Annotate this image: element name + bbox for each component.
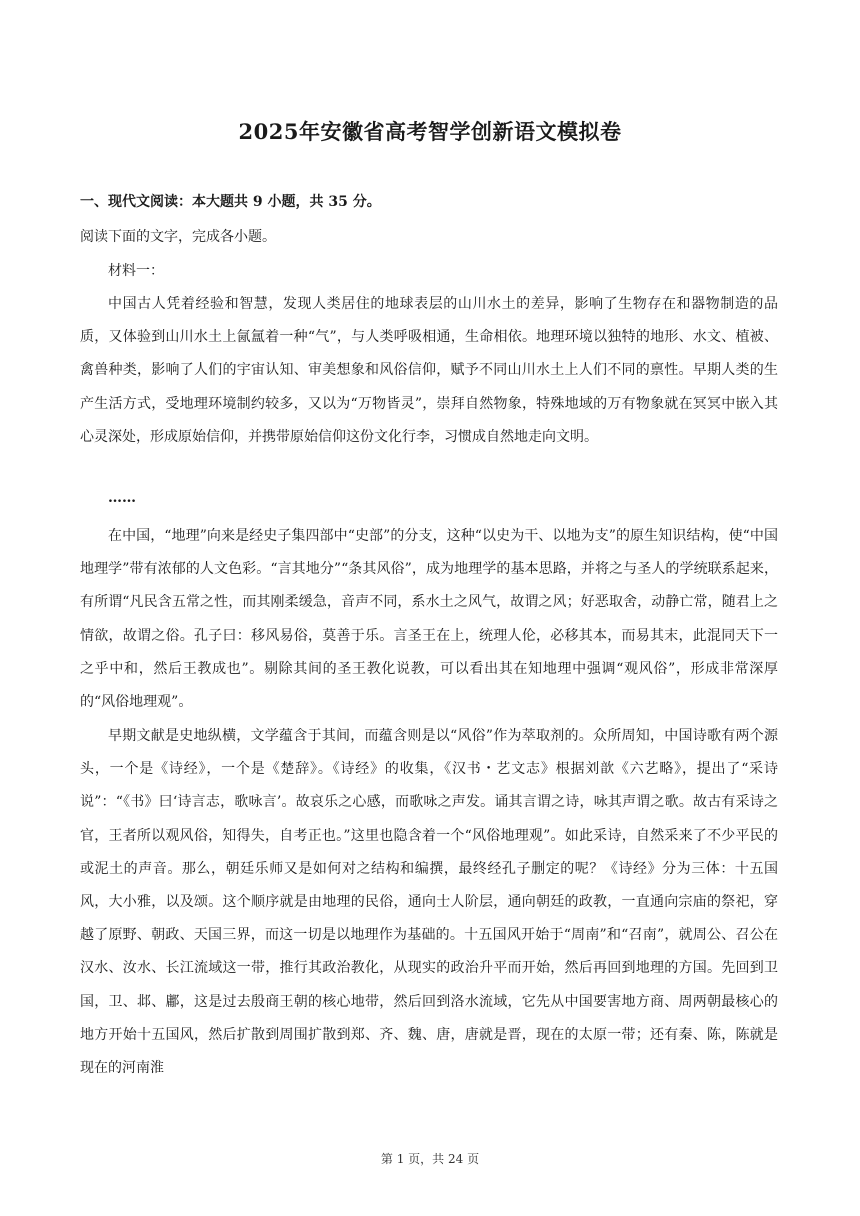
page-title: 2025年安徽省高考智学创新语文模拟卷 <box>238 119 622 144</box>
paragraph-1: 中国古人凭着经验和智慧，发现人类居住的地球表层的山川水土的差异，影响了生物存在和器物制造的品质，又体验到山川水土上氤氲着一种“气”，与人类呼吸相通，生命相依。地理环境以独特的地形、水文、植被、禽兽种类，影响了人们的宇宙认知、审美想象和风俗信仰，赋予不同山川水土上人们不同的禀性。早期人类的生产生活方式，受地理环境制约较多，又以为“万物皆灵”，崇拜自然物象，特殊地域的万有物象就在冥冥中嵌入其心灵深处，形成原始信仰，并携带原始信仰这份文化行李，习惯成自然地走向文明。 <box>80 296 778 445</box>
paragraph-3: 早期文献是史地纵横，文学蕴含于其间，而蕴含则是以“风俗”作为萃取剂的。众所周知，中国诗歌有两个源头，一个是《诗经》，一个是《楚辞》。《诗经》的收集，《汉书・艺文志》根据刘歆《六艺略》，提出了“采诗说”：“《书》曰‘诗言志，歌咏言’。故哀乐之心感，而歌咏之声发。诵其言谓之诗，咏其声谓之歌。故古有采诗之官，王者所以观风俗，知得失，自考正也。”这里也隐含着一个“风俗地理观”。如此采诗，自然采来了不少平民的或泥土的声音。那么，朝廷乐师又是如何对之结构和编撰，最终经孔子删定的呢？《诗经》分为三体：十五国风，大小雅，以及颂。这个顺序就是由地理的民俗，通向士人阶层，通向朝廷的政教，一直通向宗庙的祭祀，穿越了原野、朝政、天国三界，而这一切是以地理作为基础的。十五国风开始于“周南”和“召南”，就周公、召公在汉水、汝水、长江流域这一带，推行其政治教化，从现实的政治升平而开始，然后再回到地理的方国。先回到卫国，卫、邶、鄘，这是过去殷商王朝的核心地带，然后回到洛水流域，它先从中国要害地方商、周两朝最核心的地方开始十五国风，然后扩散到周围扩散到郑、齐、魏、唐，唐就是晋，现在的太原一带；还有秦、陈，陈就是现在的河南淮 <box>80 728 778 1077</box>
section-heading: 一、现代文阅读：本大题共 9 小题，共 35 分。 <box>80 194 381 210</box>
paragraph-2: 在中国，“地理”向来是经史子集四部中“史部”的分支，这种“以史为干、以地为支”的原生知识结构，使“中国地理学”带有浓郁的人文色彩。“言其地分”“条其风俗”，成为地理学的基本思路，并将之与圣人的学统联系起来，有所谓“凡民含五常之性，而其刚柔缓急，音声不同，系水土之风气，故谓之风；好恶取舍，动静亡常，随君上之情欲，故谓之俗。孔子曰：移风易俗，莫善于乐。言圣王在上，统理人伦，必移其本，而易其末，此混同天下一之乎中和，然后王教成也”。剔除其间的圣王教化说教，可以看出其在知地理中强调“观风俗”，形成非常深厚的“风俗地理观”。 <box>80 528 778 711</box>
page-footer: 第 1 页，共 24 页 <box>380 1152 480 1166</box>
material-label: 材料一： <box>108 263 164 279</box>
reading-instructions: 阅读下面的文字，完成各小题。 <box>80 229 276 245</box>
ellipsis: …… <box>108 490 136 506</box>
